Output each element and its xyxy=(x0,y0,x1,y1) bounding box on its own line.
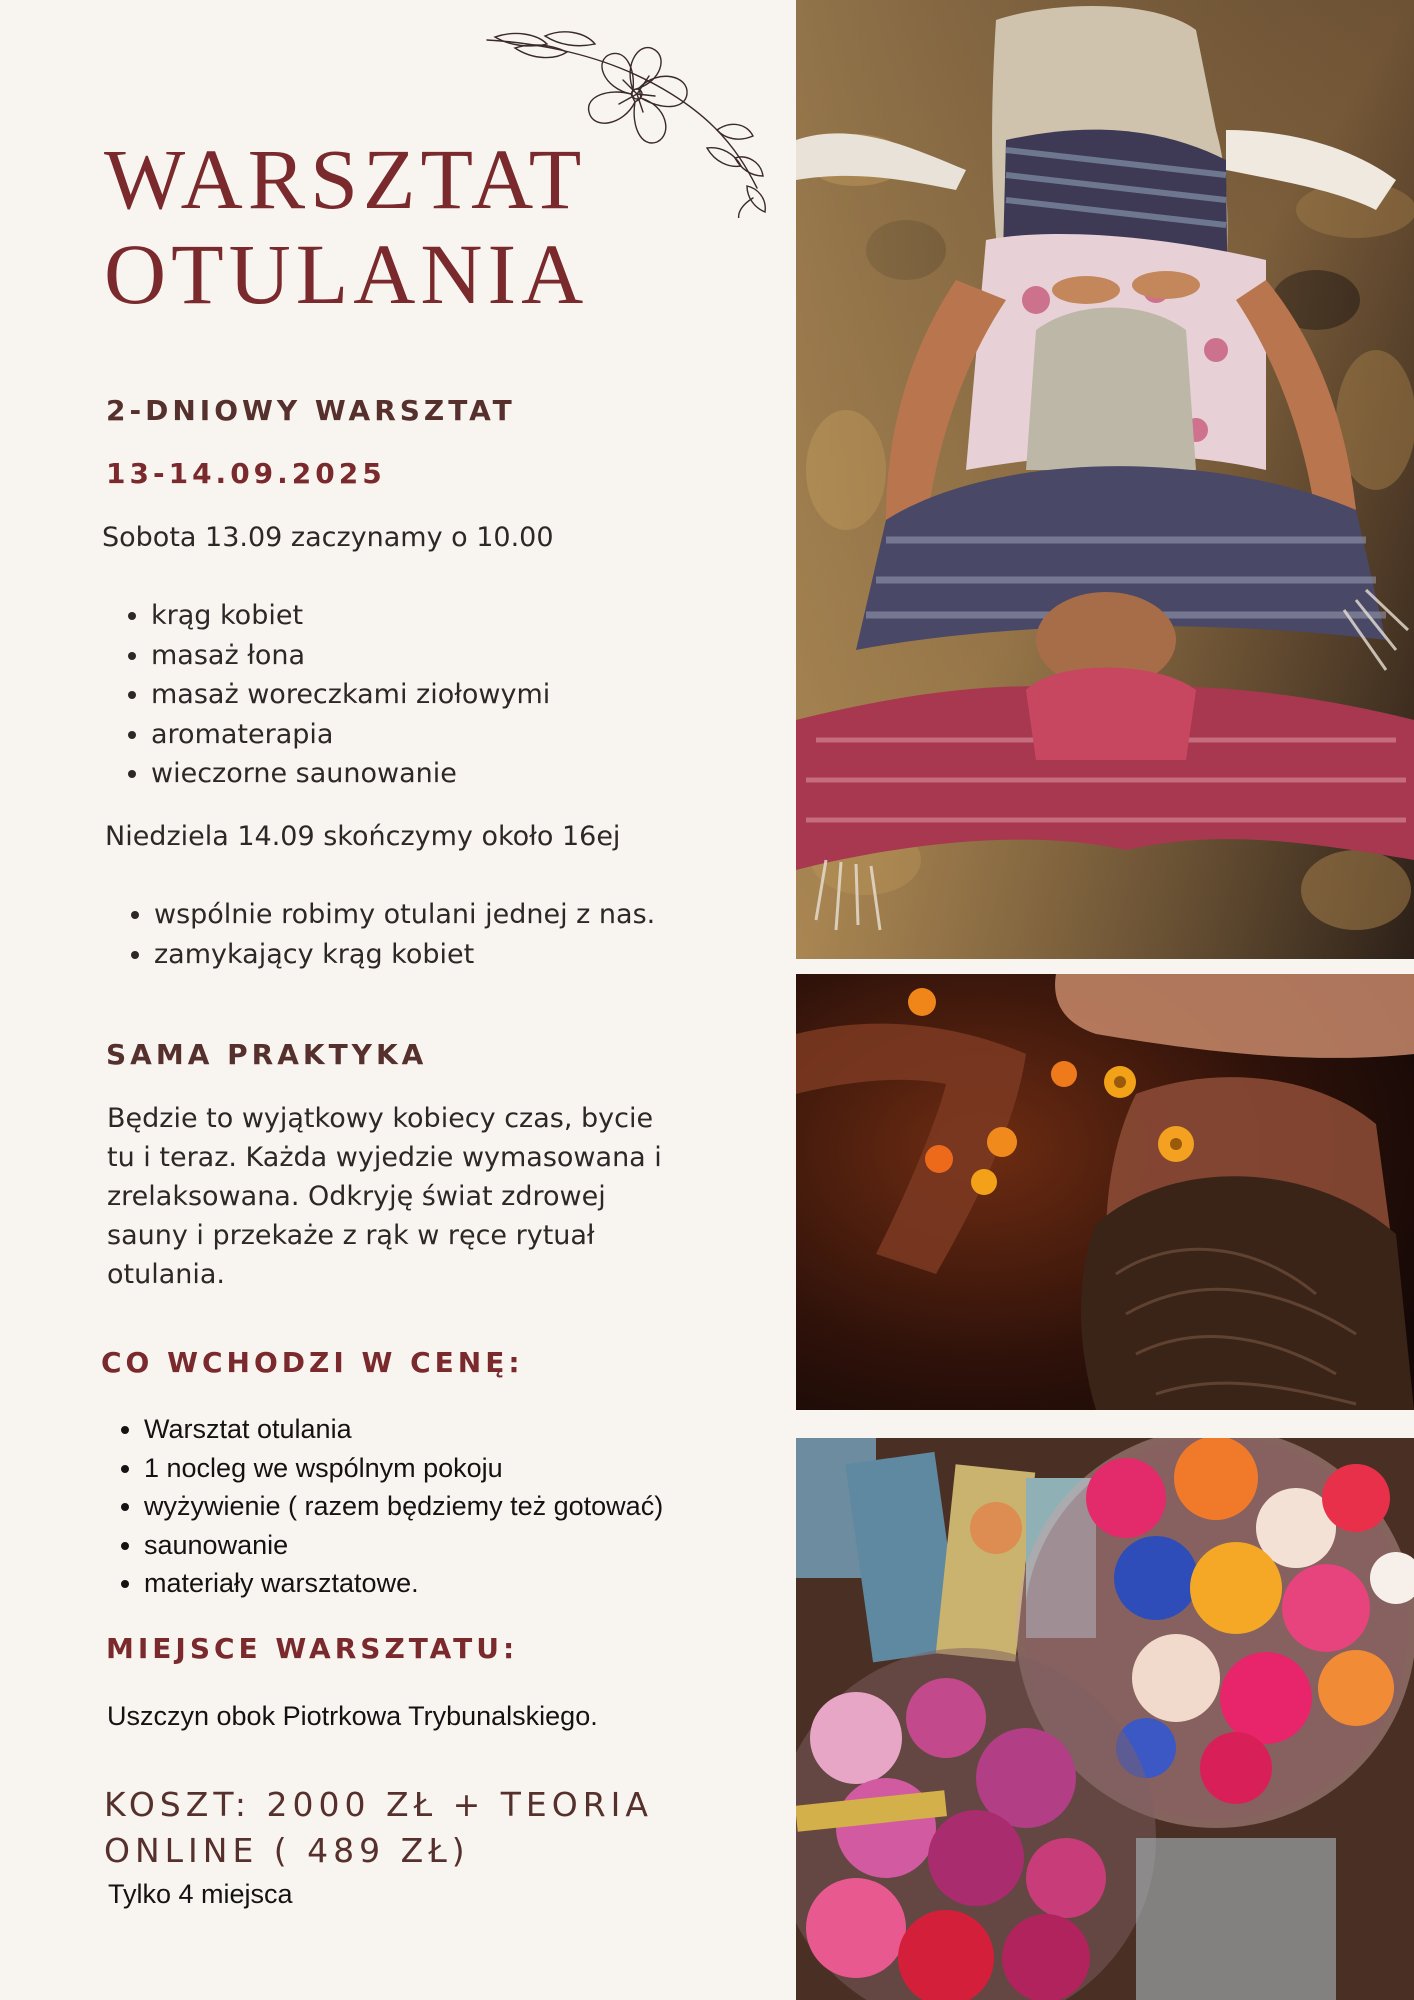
workshop-dates: 13-14.09.2025 xyxy=(106,457,386,490)
list-item: • materiały warsztatowe. xyxy=(144,1564,663,1603)
list-item: • wspólnie robimy otulani jednej z nas. xyxy=(154,895,655,935)
cost-line-1: KOSZT: 2000 ZŁ + TEORIA xyxy=(104,1785,653,1824)
sunday-intro: Niedziela 14.09 skończymy około 16ej xyxy=(105,821,621,852)
included-list xyxy=(102,1410,663,1603)
list-item: • krąg kobiet xyxy=(151,596,550,636)
list-item: • wyżywienie ( razem będziemy też gotować) xyxy=(144,1487,663,1526)
cost-line-2: ONLINE ( 489 ZŁ) xyxy=(104,1831,470,1870)
spots-note: Tylko 4 miejsca xyxy=(108,1879,293,1909)
list-item: • Warsztat otulania xyxy=(144,1410,663,1449)
location-text: Uszczyn obok Piotrkowa Trybunalskiego. xyxy=(107,1701,598,1731)
photo-flower-bath xyxy=(796,974,1414,1410)
photo-wrapped-woman xyxy=(796,0,1414,959)
sunday-list xyxy=(106,895,655,974)
list-item: • wieczorne saunowanie xyxy=(151,754,550,794)
practice-line: Będzie to wyjątkowy kobiecy czas, bycie xyxy=(107,1103,654,1134)
practice-line: tu i teraz. Każda wyjedzie wymasowana i xyxy=(107,1142,662,1173)
saturday-list xyxy=(103,596,550,794)
practice-heading: SAMA PRAKTYKA xyxy=(106,1038,428,1071)
location-heading: MIEJSCE WARSZTATU: xyxy=(106,1632,519,1665)
included-heading: CO WCHODZI W CENĘ: xyxy=(101,1346,524,1379)
title-line-1: WARSZTAT xyxy=(104,131,587,227)
practice-line: otulania. xyxy=(107,1259,226,1290)
photo-flower-bowls xyxy=(796,1438,1414,2000)
practice-line: sauny i przekaże z rąk w ręce rytuał xyxy=(107,1220,595,1251)
list-item: • 1 nocleg we wspólnym pokoju xyxy=(144,1449,663,1488)
title-line-2: OTULANIA xyxy=(104,226,589,322)
cost-heading xyxy=(104,1782,653,1874)
list-item: • masaż woreczkami ziołowymi xyxy=(151,675,550,715)
workshop-subtitle: 2-DNIOWY WARSZTAT xyxy=(106,394,516,427)
list-item: • saunowanie xyxy=(144,1526,663,1565)
list-item: • aromaterapia xyxy=(151,715,550,755)
page-title xyxy=(104,132,588,322)
practice-description xyxy=(107,1099,662,1294)
saturday-intro: Sobota 13.09 zaczynamy o 10.00 xyxy=(102,522,554,553)
practice-line: zrelaksowana. Odkryję świat zdrowej xyxy=(107,1181,606,1212)
list-item: • masaż łona xyxy=(151,636,550,676)
list-item: • zamykający krąg kobiet xyxy=(154,935,655,975)
